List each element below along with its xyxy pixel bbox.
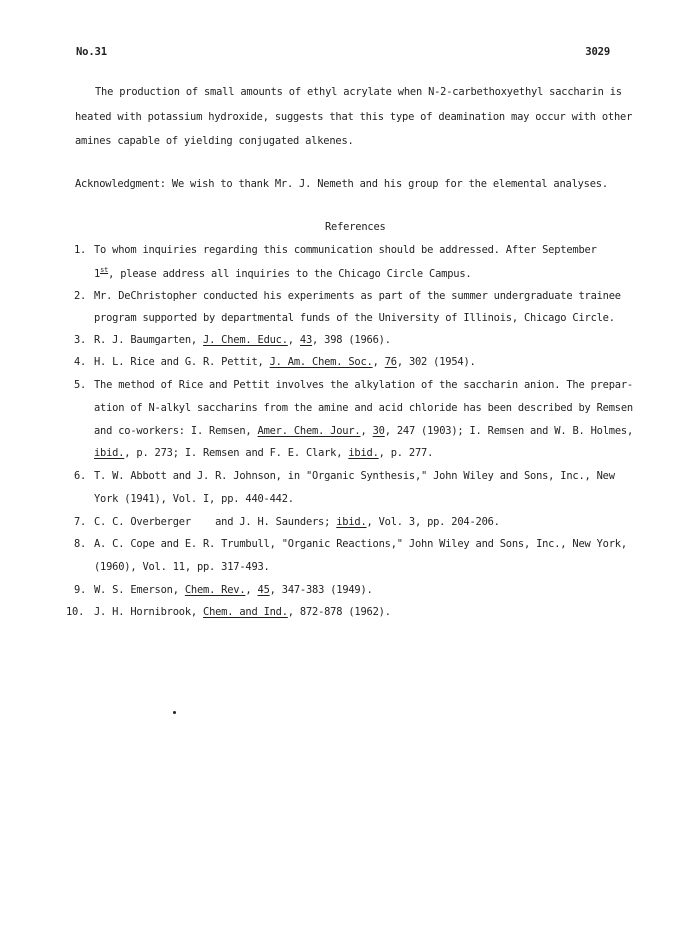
- reference-5-line-2: ation of N-alkyl saccharins from the amine and acid chloride has been described by Remsen: [94, 402, 633, 414]
- reference-number: 7.: [74, 516, 87, 528]
- reference-number: 2.: [74, 290, 87, 302]
- reference-number: 1.: [74, 244, 87, 256]
- scan-speck: [173, 711, 176, 714]
- volume: 76: [384, 356, 397, 368]
- journal-title: J. Am. Chem. Soc.: [269, 356, 373, 368]
- journal-title: Chem. and Ind.: [203, 606, 288, 618]
- reference-8-line-1: A. C. Cope and E. R. Trumbull, "Organic Reactions," John Wiley and Sons, Inc., New York,: [94, 538, 627, 550]
- volume: 45: [257, 584, 270, 596]
- paragraph-line: The production of small amounts of ethyl acrylate when N-2-carbethoxyethyl saccharin is: [95, 86, 622, 98]
- ibid: ibid.: [336, 516, 367, 528]
- journal-title: Amer. Chem. Jour.: [257, 425, 361, 437]
- reference-10: J. H. Hornibrook, Chem. and Ind., 872-878 (1962).: [94, 606, 391, 618]
- reference-5-line-1: The method of Rice and Pettit involves the alkylation of the saccharin anion. The prepar-: [94, 379, 633, 391]
- reference-6-line-1: T. W. Abbott and J. R. Johnson, in "Organic Synthesis," John Wiley and Sons, Inc., New: [94, 470, 615, 482]
- reference-number: 3.: [74, 334, 87, 346]
- volume: 43: [299, 334, 313, 346]
- reference-9: W. S. Emerson, Chem. Rev., 45, 347-383 (1949).: [94, 584, 373, 596]
- paragraph-line: heated with potassium hydroxide, suggests that this type of deamination may occur with other: [75, 111, 633, 123]
- paragraph-line: amines capable of yielding conjugated alkenes.: [75, 135, 354, 147]
- reference-4: H. L. Rice and G. R. Pettit, J. Am. Chem. Soc., 76, 302 (1954).: [94, 356, 476, 368]
- journal-title: J. Chem. Educ.: [203, 334, 288, 346]
- reference-3: R. J. Baumgarten, J. Chem. Educ., 43, 398 (1966).: [94, 334, 391, 346]
- reference-number: 10.: [66, 606, 85, 618]
- reference-1-line-2: 1st, please address all inquiries to the Chicago Circle Campus.: [94, 266, 472, 280]
- reference-2-line-1: Mr. DeChristopher conducted his experiments as part of the summer undergraduate trainee: [94, 290, 621, 302]
- acknowledgment: Acknowledgment: We wish to thank Mr. J. Nemeth and his group for the elemental analyses.: [75, 178, 608, 190]
- reference-number: 5.: [74, 379, 87, 391]
- reference-number: 8.: [74, 538, 87, 550]
- ibid: ibid.: [348, 447, 379, 459]
- reference-8-line-2: (1960), Vol. 11, pp. 317-493.: [94, 561, 270, 573]
- ordinal-superscript: st: [100, 266, 109, 274]
- journal-title: Chem. Rev.: [184, 584, 246, 596]
- references-heading: References: [325, 221, 386, 233]
- issue-number: No.31: [76, 46, 107, 58]
- ibid: ibid.: [94, 447, 125, 459]
- reference-6-line-2: York (1941), Vol. I, pp. 440-442.: [94, 493, 294, 505]
- reference-number: 9.: [74, 584, 87, 596]
- reference-5-line-3: and co-workers: I. Remsen, Amer. Chem. Jour., 30, 247 (1903); I. Remsen and W. B. Holmes,: [94, 425, 634, 437]
- page-number: 3029: [585, 46, 610, 58]
- footnote-date: 1: [94, 268, 101, 280]
- reference-number: 6.: [74, 470, 87, 482]
- reference-2-line-2: program supported by departmental funds of the University of Illinois, Chicago Circle.: [94, 312, 615, 324]
- volume: 30: [372, 425, 385, 437]
- reference-1-line-1: To whom inquiries regarding this communication should be addressed. After September: [94, 244, 597, 256]
- reference-5-line-4: ibid., p. 273; I. Remsen and F. E. Clark, ibid., p. 277.: [94, 447, 434, 459]
- reference-number: 4.: [74, 356, 87, 368]
- reference-7: C. C. Overberger and J. H. Saunders; ibid., Vol. 3, pp. 204-206.: [94, 516, 500, 528]
